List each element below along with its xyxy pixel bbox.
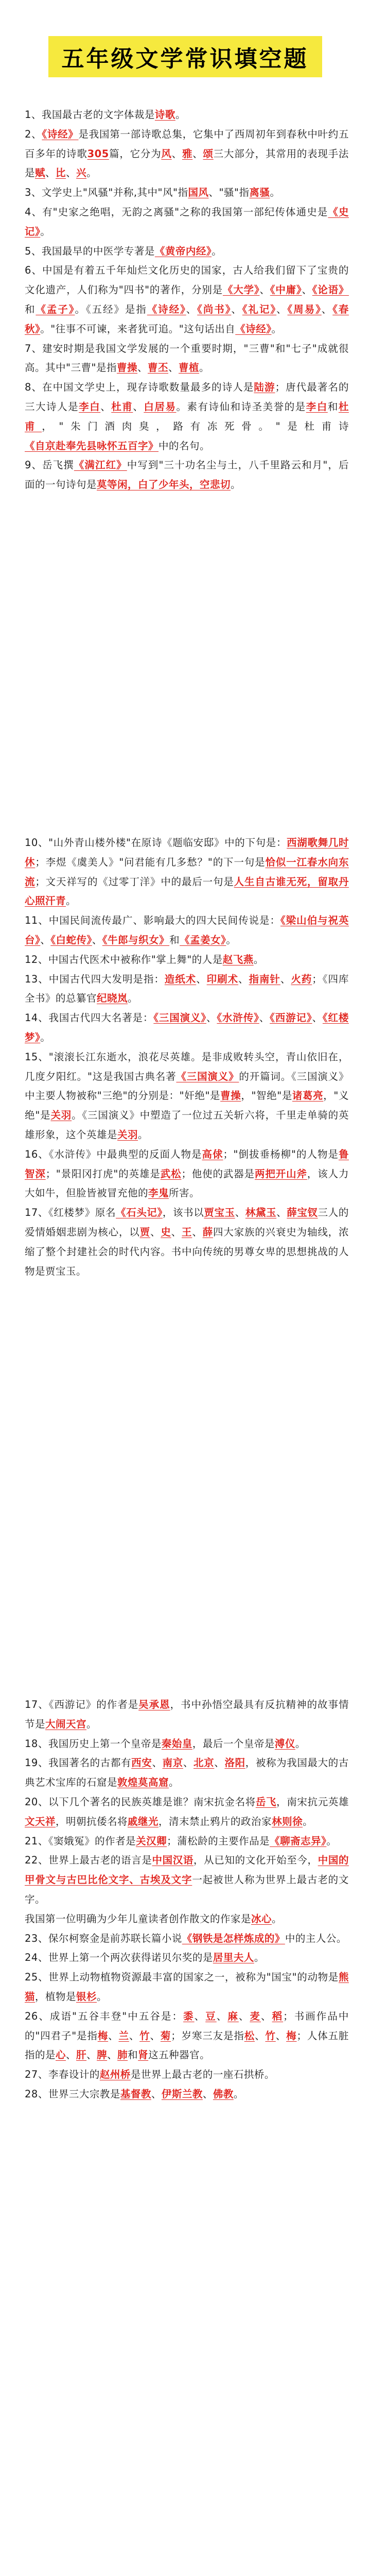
question-text: 。 (86, 167, 97, 179)
answer-text: 豆 (205, 2010, 217, 2022)
question-text: 、 (261, 2010, 272, 2022)
question-text: 23、保尔柯察金是前苏联长篇小说 (25, 1932, 182, 1944)
answer-text: 离骚 (249, 187, 270, 199)
answer-text: 比 (56, 167, 66, 179)
answer-text: 杜甫 (25, 400, 349, 432)
answer-text: 高俅 (202, 1148, 223, 1160)
answer-text: 菊 (160, 2029, 171, 2042)
answer-text: 敦煌莫高窟 (117, 1776, 169, 1789)
question-text: ，"朱门酒肉臭，路有冻死骨。"是杜甫诗 (42, 420, 349, 432)
question-text: 。 (226, 934, 237, 946)
question-text: 、 (206, 1012, 217, 1024)
answer-text: 梅 (286, 2029, 297, 2042)
answer-text: 关羽 (50, 1109, 72, 1122)
answer-text: 《尚书》 (197, 303, 232, 315)
answer-text: 305 (87, 147, 109, 160)
question-text: 、 (186, 303, 198, 315)
question-text: 、 (255, 2029, 266, 2042)
question-text: 。 (138, 1128, 149, 1141)
answer-text: 熊猫 (25, 1971, 349, 2003)
answer-text: 兴 (76, 167, 87, 179)
question-text: 10、"山外青山楼外楼"在原诗《题临安邸》中的下句是： (25, 837, 287, 849)
question-item (25, 1909, 349, 1929)
question-item (25, 950, 349, 970)
question-text: 9、岳飞撰 (25, 459, 74, 471)
answer-text: 指南针 (249, 973, 280, 985)
question-text: 、 (238, 2010, 250, 2022)
question-text: 、 (192, 147, 203, 160)
question-text: 、 (196, 973, 207, 985)
answer-text: 脾 (97, 2049, 108, 2061)
question-text: 、 (231, 303, 242, 315)
question-text: 19、我国著名的古都有 (25, 1757, 132, 1769)
question-text: 12、中国古代医术中被称作"掌上舞"的人是 (25, 953, 223, 965)
answer-text: 松 (244, 2029, 255, 2042)
question-text: 。 (272, 1912, 283, 1925)
question-text: 、 (108, 2029, 119, 2042)
question-text: 20、以下几个著名的民族英雄是谁？南宋抗金名将 (25, 1795, 256, 1808)
answer-text: 赵州桥 (99, 2069, 131, 2081)
question-text: 、 (216, 2010, 228, 2022)
question-text: 一起被世人称为世界上最古老的文字。 (25, 1874, 349, 1905)
answer-text: 《中庸》 (270, 284, 302, 296)
question-text: 21、《窦娥冤》的作者是 (25, 1835, 136, 1847)
answer-text: 关羽 (117, 1128, 138, 1141)
answer-text: 《聊斋志异》 (270, 1835, 327, 1847)
question-text: 。《五经》是指 (75, 303, 147, 315)
answer-text: 中国汉语 (152, 1854, 194, 1867)
answer-text: 心 (56, 2049, 66, 2061)
question-text: ，"义绝"是 (25, 1090, 349, 1122)
question-text: ，该书以 (162, 1207, 204, 1219)
question-text: 。 (97, 1990, 108, 2003)
question-text: 、 (168, 362, 179, 374)
question-item (25, 1008, 349, 1047)
question-text: 、 (66, 167, 77, 179)
answer-text: 林则徐 (272, 1815, 303, 1827)
question-text: 7、建安时期是我国文学发展的一个重要时期，"三曹"和"七子"成就很高。其中"三曹"是指 (25, 342, 349, 374)
question-item (25, 1792, 349, 1832)
answer-text: 大闹天宫 (45, 1718, 87, 1730)
question-item (25, 970, 349, 1009)
answer-text: 《大学》 (222, 284, 260, 296)
question-text: 。 (212, 245, 222, 257)
question-text: 、 (150, 1226, 161, 1238)
question-text: 。 (199, 362, 210, 374)
answer-text: 梅 (97, 2029, 109, 2042)
answer-text: 稻 (272, 2010, 284, 2022)
question-text: 、 (45, 167, 56, 179)
answer-text: 诗歌 (154, 109, 175, 121)
question-text: ；他使的武器是 (181, 1167, 255, 1180)
title-wrap (0, 36, 370, 77)
question-text: 1、我国最古老的文字体裁是 (25, 109, 155, 121)
answer-text: 肾 (138, 2049, 149, 2061)
question-text: ，植物是 (35, 1990, 77, 2003)
answer-text: 《黄帝内经》 (154, 245, 212, 257)
question-text: 16、《水浒传》中最典型的反面人物是 (25, 1148, 202, 1160)
question-section-3 (25, 1695, 349, 2104)
answer-text: 《水浒传》 (217, 1012, 259, 1024)
question-text: 中的主人公。 (285, 1932, 347, 1944)
question-text: 我国第一位明确为少年儿童读者创作散文的作家是 (25, 1912, 252, 1925)
question-text: 、 (312, 1012, 323, 1024)
question-text: 。 (295, 1737, 306, 1750)
question-text: ，清末禁止鸦片的政治家 (158, 1815, 272, 1827)
question-text: ，南宋抗元英雄 (276, 1795, 349, 1808)
answer-text: 《孟子》 (36, 303, 75, 315)
answer-text: 火药 (291, 973, 312, 985)
question-text: 24、世界上第一个两次获得诺贝尔奖的是 (25, 1952, 213, 1964)
answer-text: 《诗经》 (42, 128, 79, 140)
question-text: 三大部分，其常用的表现手法是 (25, 147, 349, 179)
answer-text: 中国的甲骨文与古巴比伦文字、古埃及文字 (25, 1854, 349, 1886)
answer-text: 《石头记》 (116, 1207, 163, 1219)
question-text: ；岁寒三友是指 (171, 2029, 244, 2042)
question-item (25, 183, 349, 202)
question-text: 、 (259, 1012, 270, 1024)
answer-text: 《论语》 (312, 284, 349, 296)
answer-text: 竹 (265, 2029, 276, 2042)
question-text: 11、中国民间流传最广、影响最大的四大民间传说是： (25, 914, 280, 927)
question-text: 、 (321, 303, 333, 315)
question-text: 四大家族的兴衰史为轴线，浓缩了整个封建社会的时代内容。书中向传统的男尊女卑的思想挑战的人物是贾宝玉。 (25, 1226, 349, 1277)
answer-text: 赋 (35, 167, 46, 179)
question-text: 、 (86, 2049, 97, 2061)
question-text: 6、中国是有着五千年灿烂文化历史的国家，古人给我们留下了宝贵的文化遗产，人们称为"四书"的著作，分别是 (25, 264, 349, 296)
answer-text: 造纸术 (164, 973, 197, 985)
answer-text: 雅 (182, 147, 193, 160)
answer-text: 恰似一江春水向东流 (25, 856, 349, 888)
answer-text: 国风 (188, 187, 209, 199)
question-text: 。 (231, 479, 241, 491)
question-text: ，书中孙悟空最具有反抗精神的故事情节是 (25, 1699, 349, 1730)
question-item (25, 1968, 349, 2007)
answer-text: 薛 (202, 1226, 214, 1238)
question-item (25, 1145, 349, 1203)
answer-text: 武松 (160, 1167, 182, 1180)
question-text: 这五种器官。 (148, 2049, 210, 2061)
question-text: 。《三国演义》中塑造了一位过五关斩六将，千里走单骑的英雄形象，这个英雄是 (25, 1109, 349, 1141)
answer-text: 纪晓岚 (97, 992, 128, 1005)
answer-text: 两把开山斧 (255, 1167, 307, 1180)
question-text: ；人体五脏指的是 (25, 2029, 349, 2061)
question-text: 17、《西游记》的作者是 (25, 1699, 139, 1710)
answer-text: 曹操 (116, 362, 137, 374)
question-section-2 (25, 833, 349, 1281)
question-text: 三人的爱情婚姻悲剧为核心，以 (25, 1207, 349, 1238)
question-item (25, 2065, 349, 2084)
question-item (25, 833, 349, 911)
question-text: 。 (175, 109, 186, 121)
question-item (25, 2084, 349, 2104)
question-text: 27、李春设计的 (25, 2069, 100, 2081)
question-text: 。 (66, 895, 77, 907)
question-text: 、 (152, 1757, 163, 1769)
answer-text: 《满江红》 (74, 459, 127, 471)
answer-text: 西湖歌舞几时休 (25, 837, 349, 868)
answer-text: 银杉 (76, 1990, 97, 2003)
question-text: ；《四库全书》的总纂官 (25, 973, 349, 1005)
page-title: 五年级文学常识填空题 (48, 36, 322, 77)
question-text: 15、"滚滚长江东逝水，浪花尽英雄。是非成败转头空，青山依旧在，几度夕阳红。"这是我国古典名著 (25, 1050, 349, 1082)
answer-text: 兰 (118, 2029, 129, 2042)
question-text: 28、世界三大宗教是 (25, 2088, 120, 2100)
answer-text: 冰心 (251, 1912, 272, 1925)
question-text: ，明朝抗倭名将 (56, 1815, 128, 1827)
answer-text: 赵飞燕 (222, 953, 254, 965)
question-text: ，该人力大如牛，但脸皆被冒充他的 (25, 1167, 349, 1199)
answer-text: 《三国演义》 (153, 1012, 207, 1024)
question-text: 3、文学史上"风骚"并称,其中"风"指 (25, 187, 188, 199)
answer-text: 李鬼 (148, 1187, 169, 1199)
answer-text: 秦始皇 (161, 1737, 192, 1750)
question-text: 17、《红楼梦》原名 (25, 1207, 116, 1219)
question-text: 、 (194, 2010, 206, 2022)
answer-text: 《史记》 (25, 206, 349, 238)
answer-text: 陆游 (254, 381, 275, 394)
question-text: 4、有"史家之绝唱，无韵之离骚"之称的我国第一部纪传体通史是 (25, 206, 328, 218)
answer-text: 白居易 (144, 400, 177, 413)
question-text: 、 (276, 1207, 287, 1219)
question-text: ；李煜《虞美人》"问君能有几多愁？"的下一句是 (35, 856, 266, 868)
question-text: 22、世界上最古老的语言是 (25, 1854, 152, 1867)
question-item (25, 911, 349, 950)
question-text: 中写到"三十功名尘与土，八千里路云和月"，后面的一句诗句是 (25, 459, 349, 491)
question-item (25, 125, 349, 183)
answer-text: 曹丕 (147, 362, 168, 374)
question-text: 5、我国最早的中医学专著是 (25, 245, 155, 257)
answer-text: 戚继光 (128, 1815, 159, 1827)
question-item (25, 1929, 349, 1948)
question-text: 、 (276, 303, 288, 315)
question-text: 。 (128, 992, 138, 1005)
answer-text: 《牛郎与织女》 (102, 934, 170, 946)
question-text: 、 (107, 2049, 118, 2061)
question-text: 、 (302, 284, 312, 296)
answer-text: 杜甫 (111, 400, 133, 413)
question-text: 、 (183, 1757, 194, 1769)
answer-text: 《自京赴奉先县咏怀五百字》 (25, 439, 159, 452)
answer-text: 《白蛇传》 (50, 934, 92, 946)
question-text: 、"骚"指 (208, 187, 250, 199)
question-text: 和 (327, 400, 339, 413)
question-text: 是我国第一部诗歌总集，它集中了西周初年到春秋中叶约五百多年的诗歌 (25, 128, 349, 160)
question-text: 、 (133, 400, 144, 413)
answer-text: 王 (182, 1226, 192, 1238)
question-item (25, 1695, 349, 1734)
question-text: 、 (150, 2029, 161, 2042)
answer-text: 《诗经》 (235, 323, 272, 335)
question-text: 和 (169, 934, 180, 946)
answer-text: 李白 (79, 400, 101, 413)
question-text: 。 (169, 1776, 180, 1789)
question-text: 26、成语"五谷丰登"中五谷是： (25, 2010, 184, 2022)
question-text: 的开篇词。《三国演义》中主要人物被称"三绝"的分别是："奸绝"是 (25, 1070, 349, 1102)
question-text: 、 (280, 973, 291, 985)
question-item (25, 455, 349, 495)
question-text: ，"智绝"是 (241, 1090, 292, 1102)
question-text: 。 (254, 1952, 265, 1964)
question-text: 、 (171, 1226, 182, 1238)
answer-text: 《西游记》 (270, 1012, 312, 1024)
question-text: ，最后一个皇帝是 (192, 1737, 275, 1750)
question-item (25, 339, 349, 378)
answer-text: 鲁智深 (25, 1148, 349, 1180)
answer-text: 贾宝玉 (204, 1207, 235, 1219)
answer-text: 佛教 (213, 2088, 234, 2100)
question-text: 、 (137, 362, 148, 374)
answer-text: 《钢铁是怎样炼成的》 (182, 1932, 285, 1944)
question-text: 。 (40, 225, 51, 238)
question-text: 所害。 (169, 1187, 200, 1199)
answer-text: 史 (161, 1226, 171, 1238)
answer-text: 文天祥 (25, 1815, 56, 1827)
question-text: 18、我国历史上第一个皇帝是 (25, 1737, 162, 1750)
answer-text: 印刷术 (206, 973, 239, 985)
question-text: 中的名句。 (158, 439, 210, 452)
answer-text: 《春秋》 (25, 303, 349, 335)
question-text: 。 (270, 187, 280, 199)
question-text: 、 (40, 934, 51, 946)
answer-text: 溥仪 (274, 1737, 295, 1750)
answer-text: 居里夫人 (213, 1952, 254, 1964)
answer-text: 贾 (139, 1226, 150, 1238)
question-section-1 (25, 105, 349, 495)
answer-text: 肝 (76, 2049, 87, 2061)
answer-text: 风 (161, 147, 172, 160)
answer-text: 北京 (193, 1757, 215, 1769)
answer-text: 西安 (131, 1757, 152, 1769)
question-text: 25、世界上动物植物资源最丰富的国家之一，被称为"国宝"的动物是 (25, 1971, 339, 1984)
question-text: 、 (100, 400, 112, 413)
question-text: 。 (271, 323, 282, 335)
question-item (25, 1203, 349, 1281)
question-text: 、 (259, 284, 270, 296)
answer-text: 南京 (162, 1757, 183, 1769)
question-item (25, 202, 349, 242)
question-text: 。素有诗仙和诗圣美誉的是 (176, 400, 306, 413)
question-item (25, 1851, 349, 1909)
answer-text: 颂 (203, 147, 214, 160)
answer-text: 《红楼梦》 (25, 1012, 349, 1043)
question-text: 、 (214, 1757, 225, 1769)
question-text: ；蒲松龄的主要作品是 (167, 1835, 270, 1847)
answer-text: 薛宝钗 (287, 1207, 318, 1219)
answer-text: 吴承恩 (138, 1699, 170, 1710)
question-item (25, 261, 349, 338)
question-text: 、 (171, 147, 182, 160)
answer-text: 基督教 (120, 2088, 151, 2100)
question-item (25, 378, 349, 455)
question-text: ，被称为我国最大的古典艺术宝库的石窟是 (25, 1757, 349, 1789)
answer-text: 伊斯兰教 (161, 2088, 203, 2100)
question-text: 。"往事不可谏，来者犹可追。"这句话出自 (40, 323, 236, 335)
answer-text: 人生自古谁无死，留取丹心照汗青 (25, 875, 349, 907)
question-text: 。 (233, 2088, 244, 2100)
question-text: ；"倒拔垂杨柳"的人物是 (223, 1148, 339, 1160)
question-text: 、 (192, 1226, 203, 1238)
question-item (25, 2007, 349, 2065)
question-text: 、 (235, 1207, 245, 1219)
answer-text: 诸葛亮 (292, 1090, 324, 1102)
question-item (25, 242, 349, 261)
question-text: 。 (86, 1718, 97, 1730)
question-text: 2、 (25, 128, 42, 140)
question-text: 是世界上最古老的一座石拱桥。 (130, 2069, 275, 2081)
question-text: 。 (326, 1835, 337, 1847)
question-text: ，从已知的文化开始至今， (193, 1854, 318, 1867)
question-item (25, 1753, 349, 1792)
question-item (25, 1734, 349, 1754)
question-text: ；书画作品中的"四君子"是指 (25, 2010, 349, 2042)
question-text: 、 (275, 2029, 287, 2042)
answer-text: 《梁山伯与祝英台》 (25, 914, 349, 946)
question-text: 和 (128, 2049, 138, 2061)
answer-text: 莫等闲，白了少年头，空悲切 (97, 479, 231, 491)
answer-text: 洛阳 (224, 1757, 245, 1769)
question-text: 。 (303, 1815, 313, 1827)
answer-text: 竹 (139, 2029, 150, 2042)
question-text: 、 (129, 2029, 140, 2042)
question-item (25, 1047, 349, 1145)
question-text: ；文天祥写的《过零丁洋》中的最后一句是 (35, 875, 234, 888)
question-text: 篇，它分为 (109, 147, 162, 160)
question-text: ；"景阳冈打虎"的英雄是 (45, 1167, 161, 1180)
question-item (25, 1832, 349, 1851)
question-text: 和 (25, 303, 36, 315)
answer-text: 李白 (306, 400, 328, 413)
answer-text: 《孟姜女》 (180, 934, 226, 946)
question-text: 8、在中国文学史上，现存诗歌数量最多的诗人是 (25, 381, 254, 394)
question-text: 、 (92, 934, 102, 946)
answer-text: 《诗经》 (147, 303, 186, 315)
answer-text: 麻 (227, 2010, 239, 2022)
question-text: 、 (151, 2088, 162, 2100)
answer-text: 《礼记》 (242, 303, 277, 315)
answer-text: 岳飞 (255, 1795, 277, 1808)
question-text: 、 (238, 973, 249, 985)
answer-text: 关汉卿 (136, 1835, 167, 1847)
question-text: 14、我国古代四大名著是： (25, 1012, 154, 1024)
question-text: 、 (66, 2049, 77, 2061)
answer-text: 曹操 (220, 1090, 241, 1102)
answer-text: 肺 (117, 2049, 128, 2061)
answer-text: 《三国演义》 (176, 1070, 239, 1082)
answer-text: 林黛玉 (245, 1207, 277, 1219)
question-text: 。 (40, 1031, 51, 1043)
question-text: ；唐代最著名的三大诗人是 (25, 381, 349, 413)
question-text: 、 (202, 2088, 213, 2100)
question-text: 。 (253, 953, 264, 965)
question-text: 13、中国古代四大发明是指： (25, 973, 165, 985)
question-item (25, 105, 349, 125)
answer-text: 麦 (250, 2010, 261, 2022)
question-item (25, 1948, 349, 1968)
answer-text: 黍 (183, 2010, 195, 2022)
answer-text: 曹植 (179, 362, 200, 374)
answer-text: 《周易》 (287, 303, 322, 315)
